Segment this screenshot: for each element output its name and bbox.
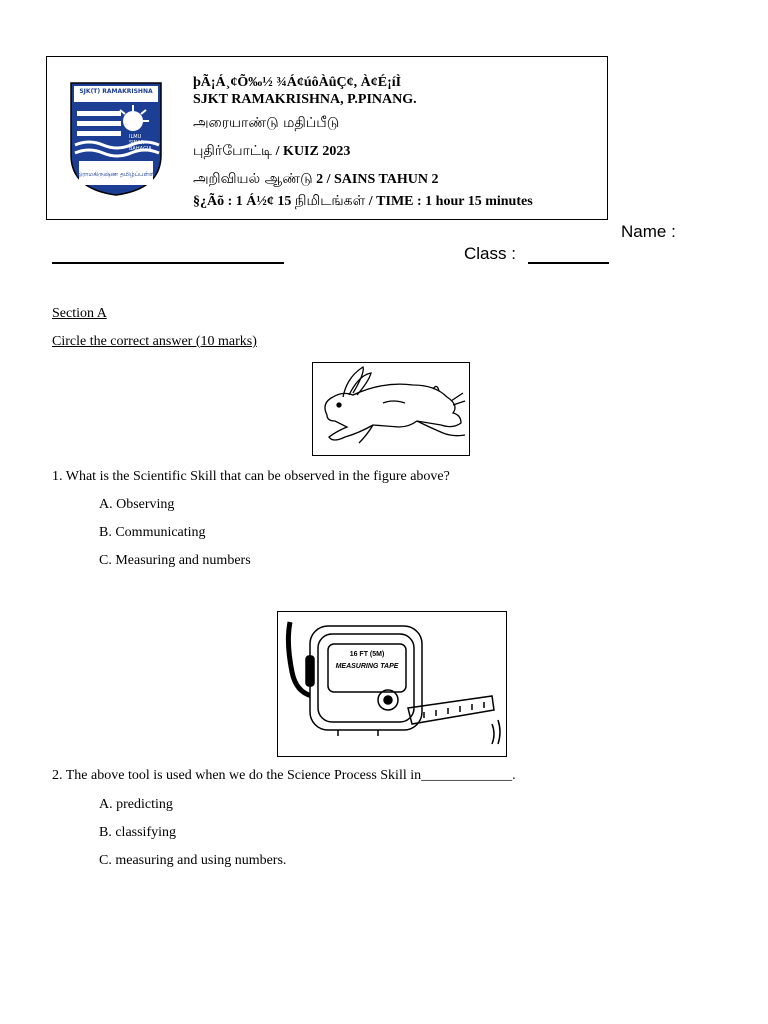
section-title: Section A xyxy=(52,306,107,321)
school-name-tamil: þÃ¡Á¸¢Õ‰½ ¾Á¢úôÀûÇ¢, À¢É¡íÌ xyxy=(193,75,402,90)
measuring-tape-illustration xyxy=(278,612,506,756)
logo-bottom-text: இராமகிருஷ்ண தமிழ்ப்பள்ளி xyxy=(76,171,156,178)
question-2-text: 2. The above tool is used when we do the Science Process Skill in_____________. xyxy=(52,768,516,783)
time-line xyxy=(193,193,533,211)
question-1-text: 1. What is the Scientific Skill that can be observed in the figure above? xyxy=(52,469,450,484)
logo-motto-1: ILMU xyxy=(129,134,142,140)
q2-option-c[interactable]: C. measuring and using numbers. xyxy=(99,853,287,868)
quiz-label: / KUIZ 2023 xyxy=(275,144,351,159)
name-field[interactable] xyxy=(52,262,284,264)
q1-option-b[interactable]: B. Communicating xyxy=(99,525,206,540)
school-logo-graphic xyxy=(69,81,163,197)
quiz-tamil: புதிர்போட்டி xyxy=(193,143,273,159)
class-label: Class : xyxy=(464,244,516,263)
name-label: Name : xyxy=(621,222,676,241)
time-label: / TIME : 1 hour 15 minutes xyxy=(368,194,533,209)
tape-size-text: 16 FT (5M) xyxy=(349,651,385,658)
logo-motto-2: SINAR xyxy=(129,140,145,146)
section-instruction: Circle the correct answer (10 marks) xyxy=(52,334,257,349)
time-tamil: நிமிடங்கள் xyxy=(294,193,366,209)
header-box xyxy=(46,56,608,220)
q1-option-a[interactable]: A. Observing xyxy=(99,497,175,512)
subject-tamil: அறிவியல் ஆண்டு xyxy=(193,171,313,187)
tape-label-text: MEASURING TAPE xyxy=(335,663,399,670)
exam-title-tamil xyxy=(193,115,339,133)
subject-line xyxy=(193,171,439,189)
school-name: SJKT RAMAKRISHNA, P.PINANG. xyxy=(193,92,417,107)
q2-option-b[interactable]: B. classifying xyxy=(99,825,176,840)
exam-tamil: அரையாண்டு மதிப்பீடு xyxy=(193,115,340,131)
quiz-line xyxy=(193,143,350,161)
rabbit-illustration xyxy=(313,363,469,455)
subject-label: 2 / SAINS TAHUN 2 xyxy=(316,172,439,187)
rabbit-figure xyxy=(312,362,470,456)
measuring-tape-figure xyxy=(277,611,507,757)
q1-option-c[interactable]: C. Measuring and numbers xyxy=(99,553,251,568)
school-logo xyxy=(69,81,163,197)
logo-motto-3: BAHAGIA xyxy=(129,146,152,152)
logo-top-text: SJK(T) RAMAKRISHNA xyxy=(79,88,153,95)
class-field[interactable] xyxy=(528,262,609,264)
time-prefix: §¿Ãõ : 1 Á½¢ 15 xyxy=(193,194,292,209)
q2-option-a[interactable]: A. predicting xyxy=(99,797,173,812)
